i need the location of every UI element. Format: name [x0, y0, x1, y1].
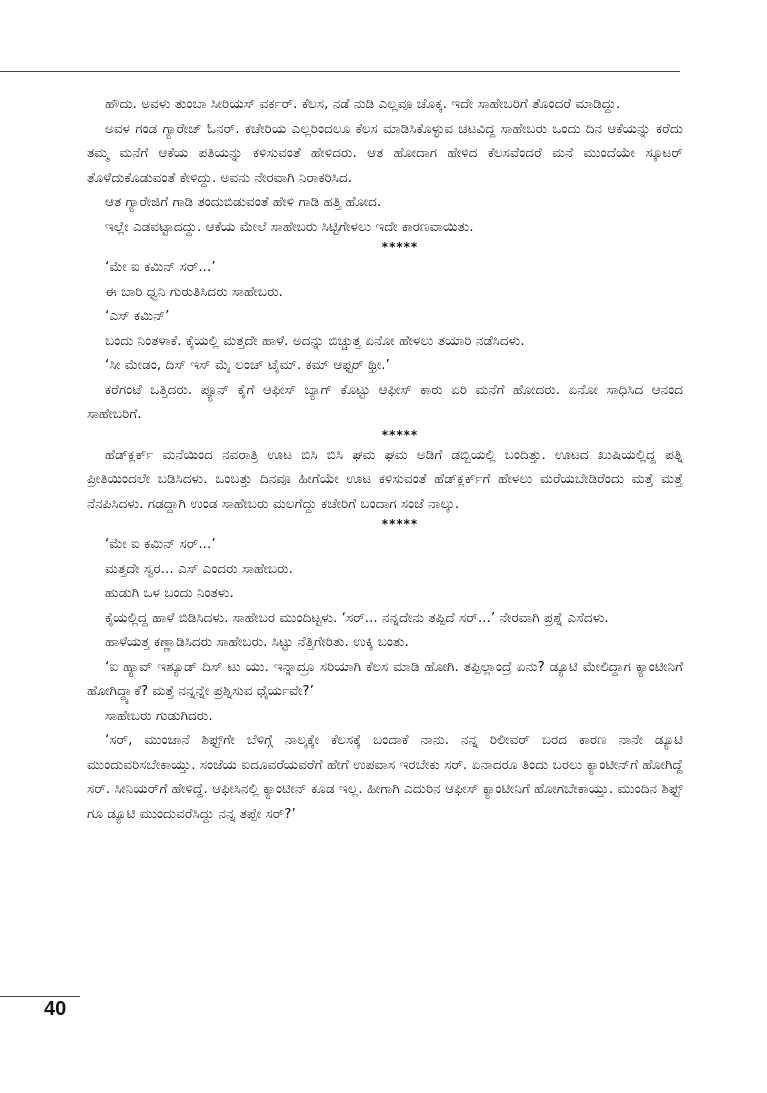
paragraph: ‘ಮೇ ಐ ಕಮಿನ್ ಸರ್...’	[105, 259, 216, 275]
paragraph: ‘ಎಸ್ ಕಮಿನ್’	[105, 308, 170, 324]
paragraph: ‘ಐ ಹ್ಯಾವ್ ಇಶ್ಯೂಡ್ ದಿಸ್ ಟು ಯು. ಇನ್ನಾದ್ರೂ ಸರಿಯಾಗಿ ಕೆಲಸ ಮಾಡಿ ಹೋಗಿ. ತಪ್ಪಿಲ್ಲಾಂದ್ರೆ ಏನು? ಡ್ಯೂಟಿ ಮೇಲಿದ್ದಾಗ ಕ್ಯಾಂಟೀನಿಗೆ ಹೋಗಿದ್ದ್ಯಾಕೆ? ಮತ್ತೆ ನನ್ನನ್ನೇ ಪ್ರಶ್ನಿಸುವ ಧೈರ್ಯವೇ?’	[87, 658, 683, 699]
paragraph: ಹಾಳೆಯತ್ತ ಕಣ್ಣಾಡಿಸಿದರು ಸಾಹೇಬರು. ಸಿಟ್ಟು ನೆತ್ತಿಗೇರಿತು. ಉಕ್ಕಿ ಬಂತು.	[105, 634, 409, 650]
paragraph: ಬಂದು ನಿಂತಳಾಕೆ. ಕೈಯಲ್ಲಿ ಮತ್ತದೇ ಹಾಳೆ. ಅದನ್ನು ಬಿಚ್ಚುತ್ತ ಏನೋ ಹೇಳಲು ತಯಾರಿ ನಡೆಸಿದಳು.	[105, 332, 525, 349]
section-separator: *****	[381, 517, 419, 531]
section-separator: *****	[381, 240, 419, 254]
paragraph: ಮತ್ತದೇ ಸ್ವರ... ಎಸ್ ಎಂದರು ಸಾಹೇಬರು.	[105, 560, 293, 577]
paragraph: ಆತ ಗ್ಯಾರೇಜಿಗೆ ಗಾಡಿ ತಂದುಬಿಡುವಂತೆ ಹೇಳಿ ಗಾಡಿ ಹತ್ತಿ ಹೋದ.	[105, 194, 382, 210]
paragraph: ‘ಮೇ ಐ ಕಮಿನ್ ಸರ್...’	[105, 536, 216, 552]
paragraph: ಅವಳ ಗಂಡ ಗ್ಯಾರೇಜ್ ಓನರ್. ಕಚೇರಿಯ ಎಲ್ಲರಿಂದಲೂ ಕೆಲಸ ಮಾಡಿಸಿಕೊಳ್ಳುವ ಚಟವಿದ್ದ ಸಾಹೇಬರು ಒಂದು ದಿನ ಆಕೆಯನ್ನು ಕರೆದು ತಮ್ಮ ಮನೆಗೆ ಆಕೆಯ ಪತಿಯನ್ನು ಕಳಿಸುವಂತೆ ಹೇಳಿದರು. ಆತ ಹೋದಾಗ ಹೇಳಿದ ಕೆಲಸವೆಂದರೆ ಮನೆ ಮುಂದೆಯೇ ಸ್ಕೂಟರ್ ತೊಳೆದುಕೊಡುವಂತೆ ಕೇಳಿದ್ದು. ಅವನು ನೇರವಾಗಿ ನಿರಾಕರಿಸಿದ.	[87, 120, 683, 186]
paragraph: ಕೈಯಲ್ಲಿದ್ದ ಹಾಳೆ ಬಿಡಿಸಿದಳು. ಸಾಹೇಬರ ಮುಂದಿಟ್ಟಳು. ‘ಸರ್... ನನ್ನದೇನು ತಪ್ಪಿದೆ ಸರ್...’ ನೇರವಾಗಿ ಪ್ರಶ್ನೆ ಎಸೆದಳು.	[105, 609, 609, 626]
paragraph: ಈ ಬಾರಿ ಧ್ವನಿ ಗುರುತಿಸಿದರು ಸಾಹೇಬರು.	[105, 283, 283, 300]
paragraph: ಇಲ್ಲೇ ಎಡವಟ್ಟಾದದ್ದು. ಆಕೆಯ ಮೇಲೆ ಸಾಹೇಬರು ಸಿಟ್ಟಿಗೇಳಲು ಇದೇ ಕಾರಣವಾಯಿತು.	[105, 218, 474, 235]
footer-rule	[0, 996, 80, 997]
top-rule	[0, 71, 680, 72]
paragraph: ‘ಸರ್, ಮುಂಜಾನೆ ಶಿಫ್ಟ್‌ಗೇ ಬೆಳಿಗ್ಗೆ ನಾಲ್ಕಕ್ಕೇ ಕೆಲಸಕ್ಕೆ ಬಂದಾಕೆ ನಾನು. ನನ್ನ ರಿಲೀವರ್ ಬರದ ಕಾರಣ ನಾನೇ ಡ್ಯೂಟಿ ಮುಂದುವರಿಸಬೇಕಾಯ್ತು. ಸಂಜೆಯ ಐದೂವರೆಯವರೆಗೆ ಹೇಗೆ ಉಪವಾಸ ಇರಬೇಕು ಸರ್. ಏನಾದರೂ ತಿಂದು ಬರಲು ಕ್ಯಾಂಟೀನ್‌ಗೆ ಹೋಗಿದ್ದೆ ಸರ್. ಸೀನಿಯರ್‌ಗೆ ಹೇಳಿದ್ದೆ. ಆಫೀಸಿನಲ್ಲಿ ಕ್ಯಾಂಟೀನ್ ಕೂಡ ಇಲ್ಲ. ಹೀಗಾಗಿ ಎದುರಿನ ಆಫೀಸ್ ಕ್ಯಾಂಟೀನಿಗೆ ಹೋಗಬೇಕಾಯ್ತು. ಮುಂದಿನ ಶಿಫ್ಟ್ ಗೂ ಡ್ಯೂಟಿ ಮುಂದುವರೆಸಿದ್ದು ನನ್ನ ತಪ್ಪೇ ಸರ್?’	[87, 732, 683, 822]
paragraph: ಹುಡುಗಿ ಒಳ ಬಂದು ನಿಂತಳು.	[105, 585, 234, 601]
paragraph: ಕರೆಗಂಟೆ ಒತ್ತಿದರು. ಪ್ಯೂನ್ ಕೈಗೆ ಆಫೀಸ್ ಬ್ಯಾಗ್ ಕೊಟ್ಟು ಆಫೀಸ್ ಕಾರು ಏರಿ ಮನೆಗೆ ಹೋದರು. ಏನೋ ಸಾಧಿಸಿದ ಆನಂದ ಸಾಹೇಬರಿಗೆ.	[87, 381, 683, 422]
section-separator: *****	[381, 427, 419, 442]
paragraph: ಸಾಹೇಬರು ಗುಡುಗಿದರು.	[105, 707, 213, 724]
page-body	[87, 92, 683, 826]
paragraph: ಹೆಡ್‌ಕ್ಲರ್ಕ್ ಮನೆಯಿಂದ ನವರಾತ್ರಿ ಊಟ ಬಿಸಿ ಬಿಸಿ ಘಮ ಘಮ ಅಡಿಗೆ ಡಬ್ಬಿಯಲ್ಲಿ ಬಂದಿತ್ತು. ಊಟದ ಖುಷಿಯಲ್ಲಿದ್ದ ಪತ್ನಿ ಪ್ರೀತಿಯಿಂದಲೇ ಬಡಿಸಿದಳು. ಒಂಬತ್ತು ದಿನವೂ ಹೀಗೆಯೇ ಊಟ ಕಳಿಸುವಂತೆ ಹೆಡ್‌ಕ್ಲರ್ಕ್‌ಗೆ ಹೇಳಲು ಮರೆಯಬೇಡಿರೆಂದು ಮತ್ತೆ ಮತ್ತೆ ನೆನಪಿಸಿದಳು. ಗಡದ್ದಾಗಿ ಉಂಡ ಸಾಹೇಬರು ಮಲಗೆದ್ದು ಕಚೇರಿಗೆ ಬಂದಾಗ ಸಂಜೆ ನಾಲ್ಕು.	[87, 446, 683, 512]
paragraph: ‘ಸೀ ಮೇಡಂ, ದಿಸ್ ಇಸ್ ಮೈ ಲಂಚ್ ಟೈಮ್. ಕಮ್ ಆಫ್ಟರ್ ಥ್ರೀ.’	[105, 357, 390, 373]
page-number: 40	[44, 998, 67, 1020]
paragraph: ಹೌದು. ಅವಳು ತುಂಬಾ ಸೀರಿಯಸ್ ವರ್ಕರ್. ಕೆಲಸ, ನಡೆ ನುಡಿ ಎಲ್ಲವೂ ಚೊಕ್ಕ. ಇದೇ ಸಾಹೇಬರಿಗೆ ತೊಂದರೆ ಮಾಡಿದ್ದು.	[105, 96, 621, 112]
